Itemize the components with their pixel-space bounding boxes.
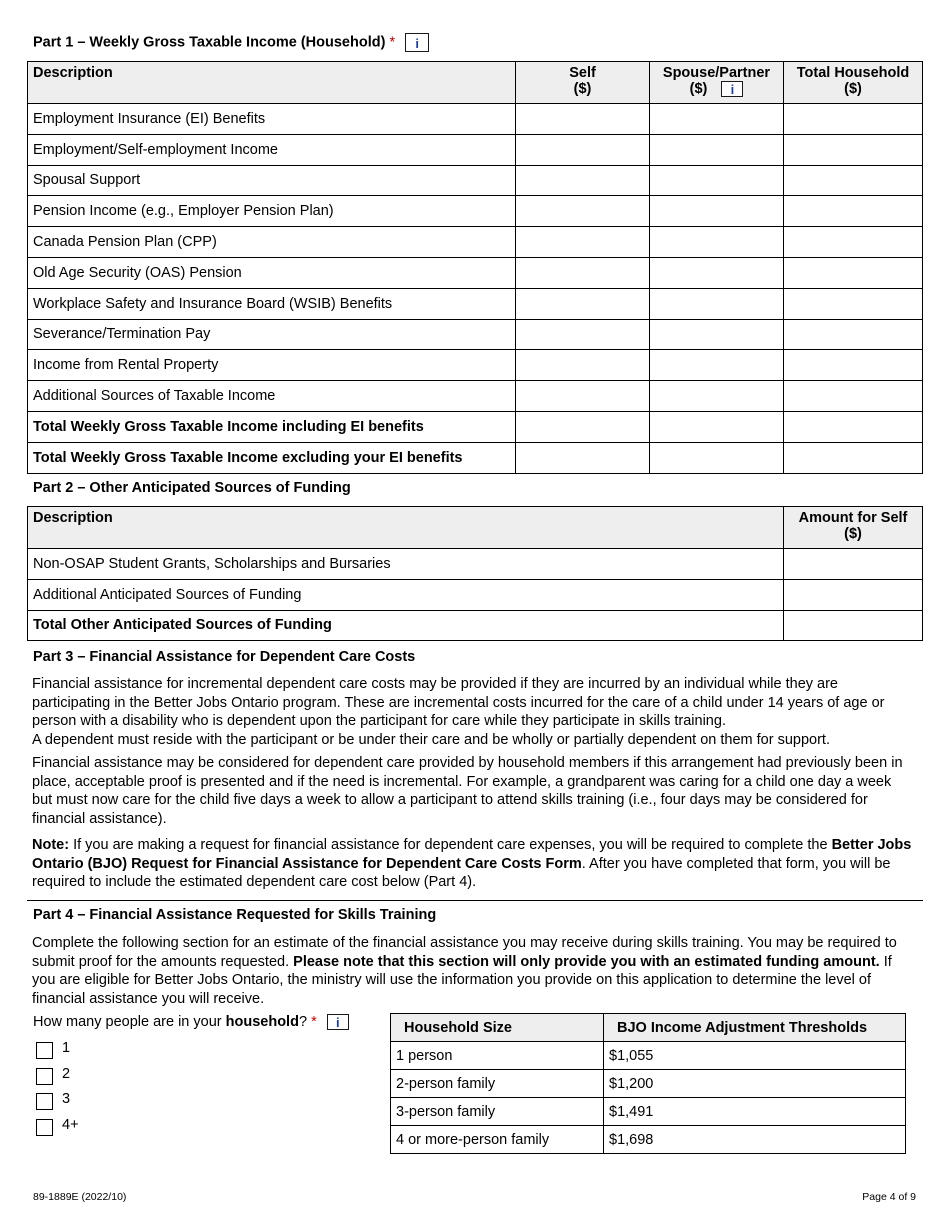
self-amount-cell[interactable] (516, 196, 650, 227)
col-amount-label: Amount for Self (798, 510, 908, 526)
row-label: Non-OSAP Student Grants, Scholarships and Bursaries (28, 549, 784, 580)
table-row (28, 134, 923, 165)
info-icon-spouse[interactable]: i (721, 81, 743, 97)
table-row (28, 442, 923, 473)
total-amount-cell[interactable] (784, 134, 923, 165)
threshold-row (391, 1098, 906, 1126)
threshold-cell: $1,055 (604, 1042, 906, 1070)
self-amount-cell[interactable] (516, 288, 650, 319)
part1-income-table (27, 61, 923, 474)
self-amount-cell[interactable] (516, 350, 650, 381)
col-self-label: Self (569, 65, 596, 81)
form-number: 89-1889E (2022/10) (33, 1191, 127, 1203)
table-row (28, 350, 923, 381)
self-amount-cell[interactable] (516, 104, 650, 135)
table-row (28, 196, 923, 227)
spouse-amount-cell[interactable] (650, 134, 784, 165)
self-amount-cell[interactable] (516, 319, 650, 350)
col-spouse-unit: ($) (689, 81, 708, 97)
col-total (784, 62, 923, 104)
self-amount-cell[interactable] (516, 442, 650, 473)
part1-title: Part 1 – Weekly Gross Taxable Income (Household) (33, 34, 386, 51)
household-option-label: 1 (62, 1040, 71, 1056)
col-amount-unit: ($) (844, 526, 862, 542)
spouse-amount-cell[interactable] (650, 257, 784, 288)
part4-intro (32, 934, 912, 1008)
part4-intro-2: If you are eligible for Better Jobs Ontario, the ministry will use the information you provide on this application to determine the level of financial assistance you will receive. (32, 953, 892, 1007)
required-marker-household: * (311, 1014, 317, 1030)
col-amount-self (784, 507, 923, 549)
note-text-2: . After you have completed that form, you will be required to include the estimated dependent care cost below (Part 4). (32, 855, 891, 891)
note-text-1: If you are making a request for financial assistance for dependent care expenses, you will be required to complete the (69, 837, 832, 853)
total-amount-cell[interactable] (784, 411, 923, 442)
household-size-cell: 3-person family (391, 1098, 604, 1126)
spouse-amount-cell[interactable] (650, 227, 784, 258)
household-option-checkbox[interactable] (36, 1119, 53, 1136)
col-spouse (650, 62, 784, 104)
table-row (28, 257, 923, 288)
row-label: Employment/Self-employment Income (28, 134, 516, 165)
spouse-amount-cell[interactable] (650, 104, 784, 135)
total-amount-cell[interactable] (784, 319, 923, 350)
total-amount-cell[interactable] (784, 442, 923, 473)
note-form-name: Better Jobs Ontario (BJO) Request for Financial Assistance for Dependent Care Costs Form (32, 837, 912, 872)
total-amount-cell[interactable] (784, 288, 923, 319)
row-label: Total Other Anticipated Sources of Funding (28, 610, 784, 641)
table-row (28, 579, 923, 610)
table-row (28, 165, 923, 196)
row-label: Pension Income (e.g., Employer Pension Plan) (28, 196, 516, 227)
question-pre: How many people are in your (33, 1014, 226, 1030)
col-spouse-unit-line (650, 81, 783, 97)
col-spouse-label: Spouse/Partner (662, 65, 771, 81)
row-label: Employment Insurance (EI) Benefits (28, 104, 516, 135)
row-label: Workplace Safety and Insurance Board (WSIB) Benefits (28, 288, 516, 319)
table-row (28, 381, 923, 412)
amount-self-cell[interactable] (784, 610, 923, 641)
threshold-cell: $1,491 (604, 1098, 906, 1126)
threshold-row (391, 1126, 906, 1154)
household-question (33, 1014, 349, 1030)
part2-funding-table (27, 506, 923, 641)
info-icon-household[interactable]: i (327, 1014, 349, 1030)
household-option-checkbox[interactable] (36, 1093, 53, 1110)
table-row (28, 104, 923, 135)
household-size-cell: 1 person (391, 1042, 604, 1070)
table-row (28, 411, 923, 442)
threshold-table (390, 1013, 906, 1154)
self-amount-cell[interactable] (516, 257, 650, 288)
note-label: Note: (32, 837, 70, 853)
household-option-checkbox[interactable] (36, 1042, 53, 1059)
threshold-cell: $1,200 (604, 1070, 906, 1098)
question-bold: household (225, 1014, 299, 1030)
spouse-amount-cell[interactable] (650, 411, 784, 442)
total-amount-cell[interactable] (784, 350, 923, 381)
table-row (28, 319, 923, 350)
household-size-cell: 2-person family (391, 1070, 604, 1098)
part2-title: Part 2 – Other Anticipated Sources of Funding (33, 480, 351, 496)
section-divider (27, 900, 923, 901)
table-row (28, 288, 923, 319)
total-amount-cell[interactable] (784, 165, 923, 196)
spouse-amount-cell[interactable] (650, 350, 784, 381)
col-description: Description (28, 62, 516, 104)
info-icon-part1[interactable]: i (405, 33, 429, 52)
row-label: Total Weekly Gross Taxable Income including EI benefits (28, 411, 516, 442)
total-amount-cell[interactable] (784, 227, 923, 258)
row-label: Additional Anticipated Sources of Funding (28, 579, 784, 610)
part3-paragraph-2: Financial assistance may be considered for dependent care provided by household members if this arrangement had previously been in place, acceptable proof is presented and if the need is incremental. For example, a grandparent was caring for a child one day a week but must now care for the child five days a week to allow a participant to attend skills training (i.e., four days may be considered for financial assistance). (32, 755, 903, 827)
self-amount-cell[interactable] (516, 411, 650, 442)
threshold-cell: $1,698 (604, 1126, 906, 1154)
household-option-label: 2 (62, 1065, 71, 1082)
total-amount-cell[interactable] (784, 196, 923, 227)
question-post: ? (298, 1014, 308, 1030)
total-amount-cell[interactable] (784, 257, 923, 288)
part3-para1b: A dependent must reside with the participant or be under their care and be wholly or partially dependent on them for support. (32, 731, 830, 748)
household-option-label: 3 (62, 1091, 71, 1107)
part1-title-block (33, 33, 429, 52)
row-label: Additional Sources of Taxable Income (28, 381, 516, 412)
part2-rows (28, 549, 923, 641)
spouse-amount-cell[interactable] (650, 196, 784, 227)
household-option-checkbox[interactable] (36, 1068, 53, 1085)
part4-title: Part 4 – Financial Assistance Requested for Skills Training (33, 907, 437, 923)
household-size-cell: 4 or more-person family (391, 1126, 604, 1154)
spouse-amount-cell[interactable] (650, 165, 784, 196)
part4-intro-bold: Please note that this section will only provide you with an estimated funding amount. (293, 953, 880, 970)
part4-intro-1: Complete the following section for an estimate of the financial assistance you may receive during skills training. You may be required to submit proof for the amounts requested. (32, 935, 897, 970)
col-self-unit: ($) (573, 81, 592, 97)
part1-rows (28, 104, 923, 474)
total-amount-cell[interactable] (784, 381, 923, 412)
spouse-amount-cell[interactable] (650, 288, 784, 319)
threshold-rows (391, 1042, 906, 1154)
self-amount-cell[interactable] (516, 134, 650, 165)
part3-title: Part 3 – Financial Assistance for Dependent Care Costs (33, 649, 416, 665)
threshold-row (391, 1042, 906, 1070)
self-amount-cell[interactable] (516, 381, 650, 412)
row-label: Old Age Security (OAS) Pension (28, 257, 516, 288)
row-label: Total Weekly Gross Taxable Income excluding your EI benefits (28, 442, 516, 473)
col-total-label: Total Household (796, 65, 910, 81)
part3-paragraph-1 (32, 675, 912, 749)
col-self (516, 62, 650, 104)
row-label: Severance/Termination Pay (28, 319, 516, 350)
spouse-amount-cell[interactable] (650, 319, 784, 350)
col-thresholds: BJO Income Adjustment Thresholds (604, 1014, 906, 1042)
self-amount-cell[interactable] (516, 227, 650, 258)
total-amount-cell[interactable] (784, 104, 923, 135)
spouse-amount-cell[interactable] (650, 442, 784, 473)
col-description-2: Description (28, 507, 784, 549)
part3-note (32, 836, 912, 892)
household-option-label: 4+ (62, 1116, 79, 1133)
spouse-amount-cell[interactable] (650, 381, 784, 412)
row-label: Income from Rental Property (28, 350, 516, 381)
part3-para1: Financial assistance for incremental dependent care costs may be provided if they are incurred by an individual while they are participating in the Better Jobs Ontario program. These are incremental costs incurred for the care of a child under 14 years of age or person with a disability who is dependent upon the participant for care while they participate in skills training. (32, 676, 885, 730)
required-marker: * (389, 34, 396, 51)
self-amount-cell[interactable] (516, 165, 650, 196)
col-household-size: Household Size (391, 1014, 604, 1042)
row-label: Canada Pension Plan (CPP) (28, 227, 516, 258)
table-row (28, 227, 923, 258)
amount-self-cell[interactable] (784, 549, 923, 580)
threshold-row (391, 1070, 906, 1098)
amount-self-cell[interactable] (784, 579, 923, 610)
table-row (28, 610, 923, 641)
page-number: Page 4 of 9 (862, 1191, 916, 1203)
row-label: Spousal Support (28, 165, 516, 196)
col-total-unit: ($) (844, 81, 862, 97)
table-row (28, 549, 923, 580)
